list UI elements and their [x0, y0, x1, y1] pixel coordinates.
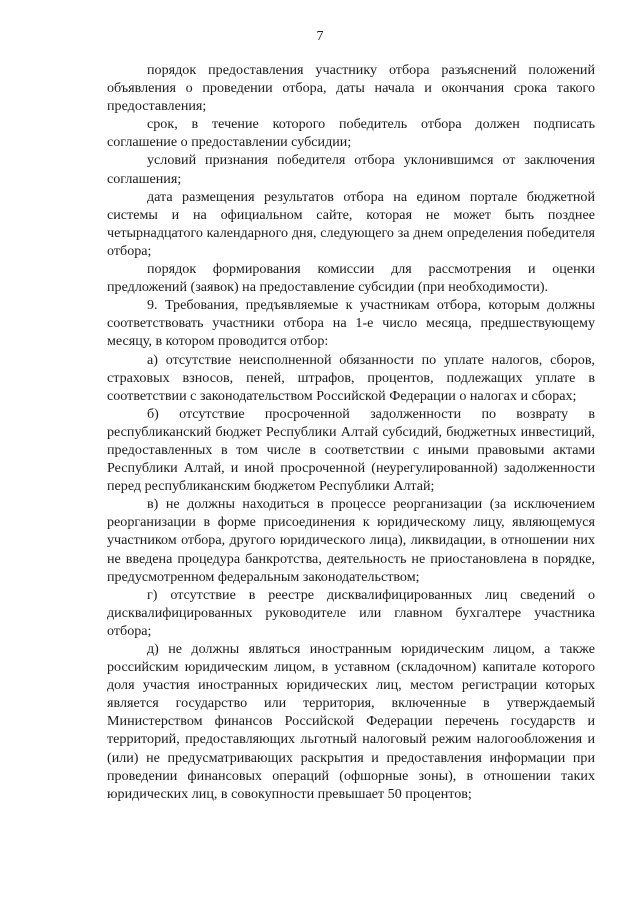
paragraph-item-d: д) не должны являться иностранным юридическим лицом, а также российским юридическим лицом, в уставном (складочном) капитале которого доля участия иностранных юридических лиц, местом регистрации которых является государство или территория, включенные в утверждаемый Министерством финансов Российской Федерации перечень государств и территорий, предоставляющих льготный налоговый режим налогообложения и (или) не предусматривающих раскрытия и предоставления информации при проведении финансовых операций (офшорные зоны), в отношении таких юридических лиц, в совокупности превышает 50 процентов;	[107, 641, 595, 802]
paragraph-item-g: г) отсутствие в реестре дисквалифицированных лиц сведений о дисквалифицированных руководителе или главном бухгалтере участника отбора;	[107, 586, 595, 639]
paragraph-evasion-conditions: условий признания победителя отбора уклонившимся от заключения соглашения;	[107, 152, 595, 187]
paragraph-item-v: в) не должны находиться в процессе реорганизации (за исключением реорганизации в форме присоединения к юридическому лицу, являющемуся участником отбора, другого юридического лица), ликвидации, в отношении них не введена процедура банкротства, деятельность не приостановлена в порядке, предусмотренном федеральным законодательством;	[107, 496, 595, 585]
paragraph-commission-formation: порядок формирования комиссии для рассмотрения и оценки предложений (заявок) на предоставление субсидии (при необходимости).	[107, 261, 595, 296]
paragraph-clarification-procedure: порядок предоставления участнику отбора разъяснений положений объявления о проведении отбора, даты начала и окончания срока такого предоставления;	[107, 62, 595, 115]
paragraph-section-9-requirements: 9. Требования, предъявляемые к участникам отбора, которым должны соответствовать участники отбора на 1-е число месяца, предшествующему месяцу, в котором проводится отбор:	[107, 297, 595, 350]
document-body	[107, 61, 595, 803]
paragraph-results-publication-date: дата размещения результатов отбора на едином портале бюджетной системы и на официальном сайте, которая не может быть позднее четырнадцатого календарного дня, следующего за днем определения победителя отбора;	[107, 188, 595, 259]
page-number: 7	[316, 29, 324, 44]
paragraph-signing-deadline: срок, в течение которого победитель отбора должен подписать соглашение о предоставлении субсидии;	[107, 116, 595, 151]
paragraph-item-b: б) отсутствие просроченной задолженности по возврату в республиканский бюджет Республики Алтай субсидий, бюджетных инвестиций, предоставленных в том числе в соответствии с иными правовыми актами Республики Алтай, и иной просроченной (неурегулированной) задолженности перед республиканским бюджетом Республики Алтай;	[107, 405, 595, 495]
paragraph-item-a: а) отсутствие неисполненной обязанности по уплате налогов, сборов, страховых взносов, пеней, штрафов, процентов, подлежащих уплате в соответствии с законодательством Российской Федерации о налогах и сборах;	[107, 351, 595, 404]
